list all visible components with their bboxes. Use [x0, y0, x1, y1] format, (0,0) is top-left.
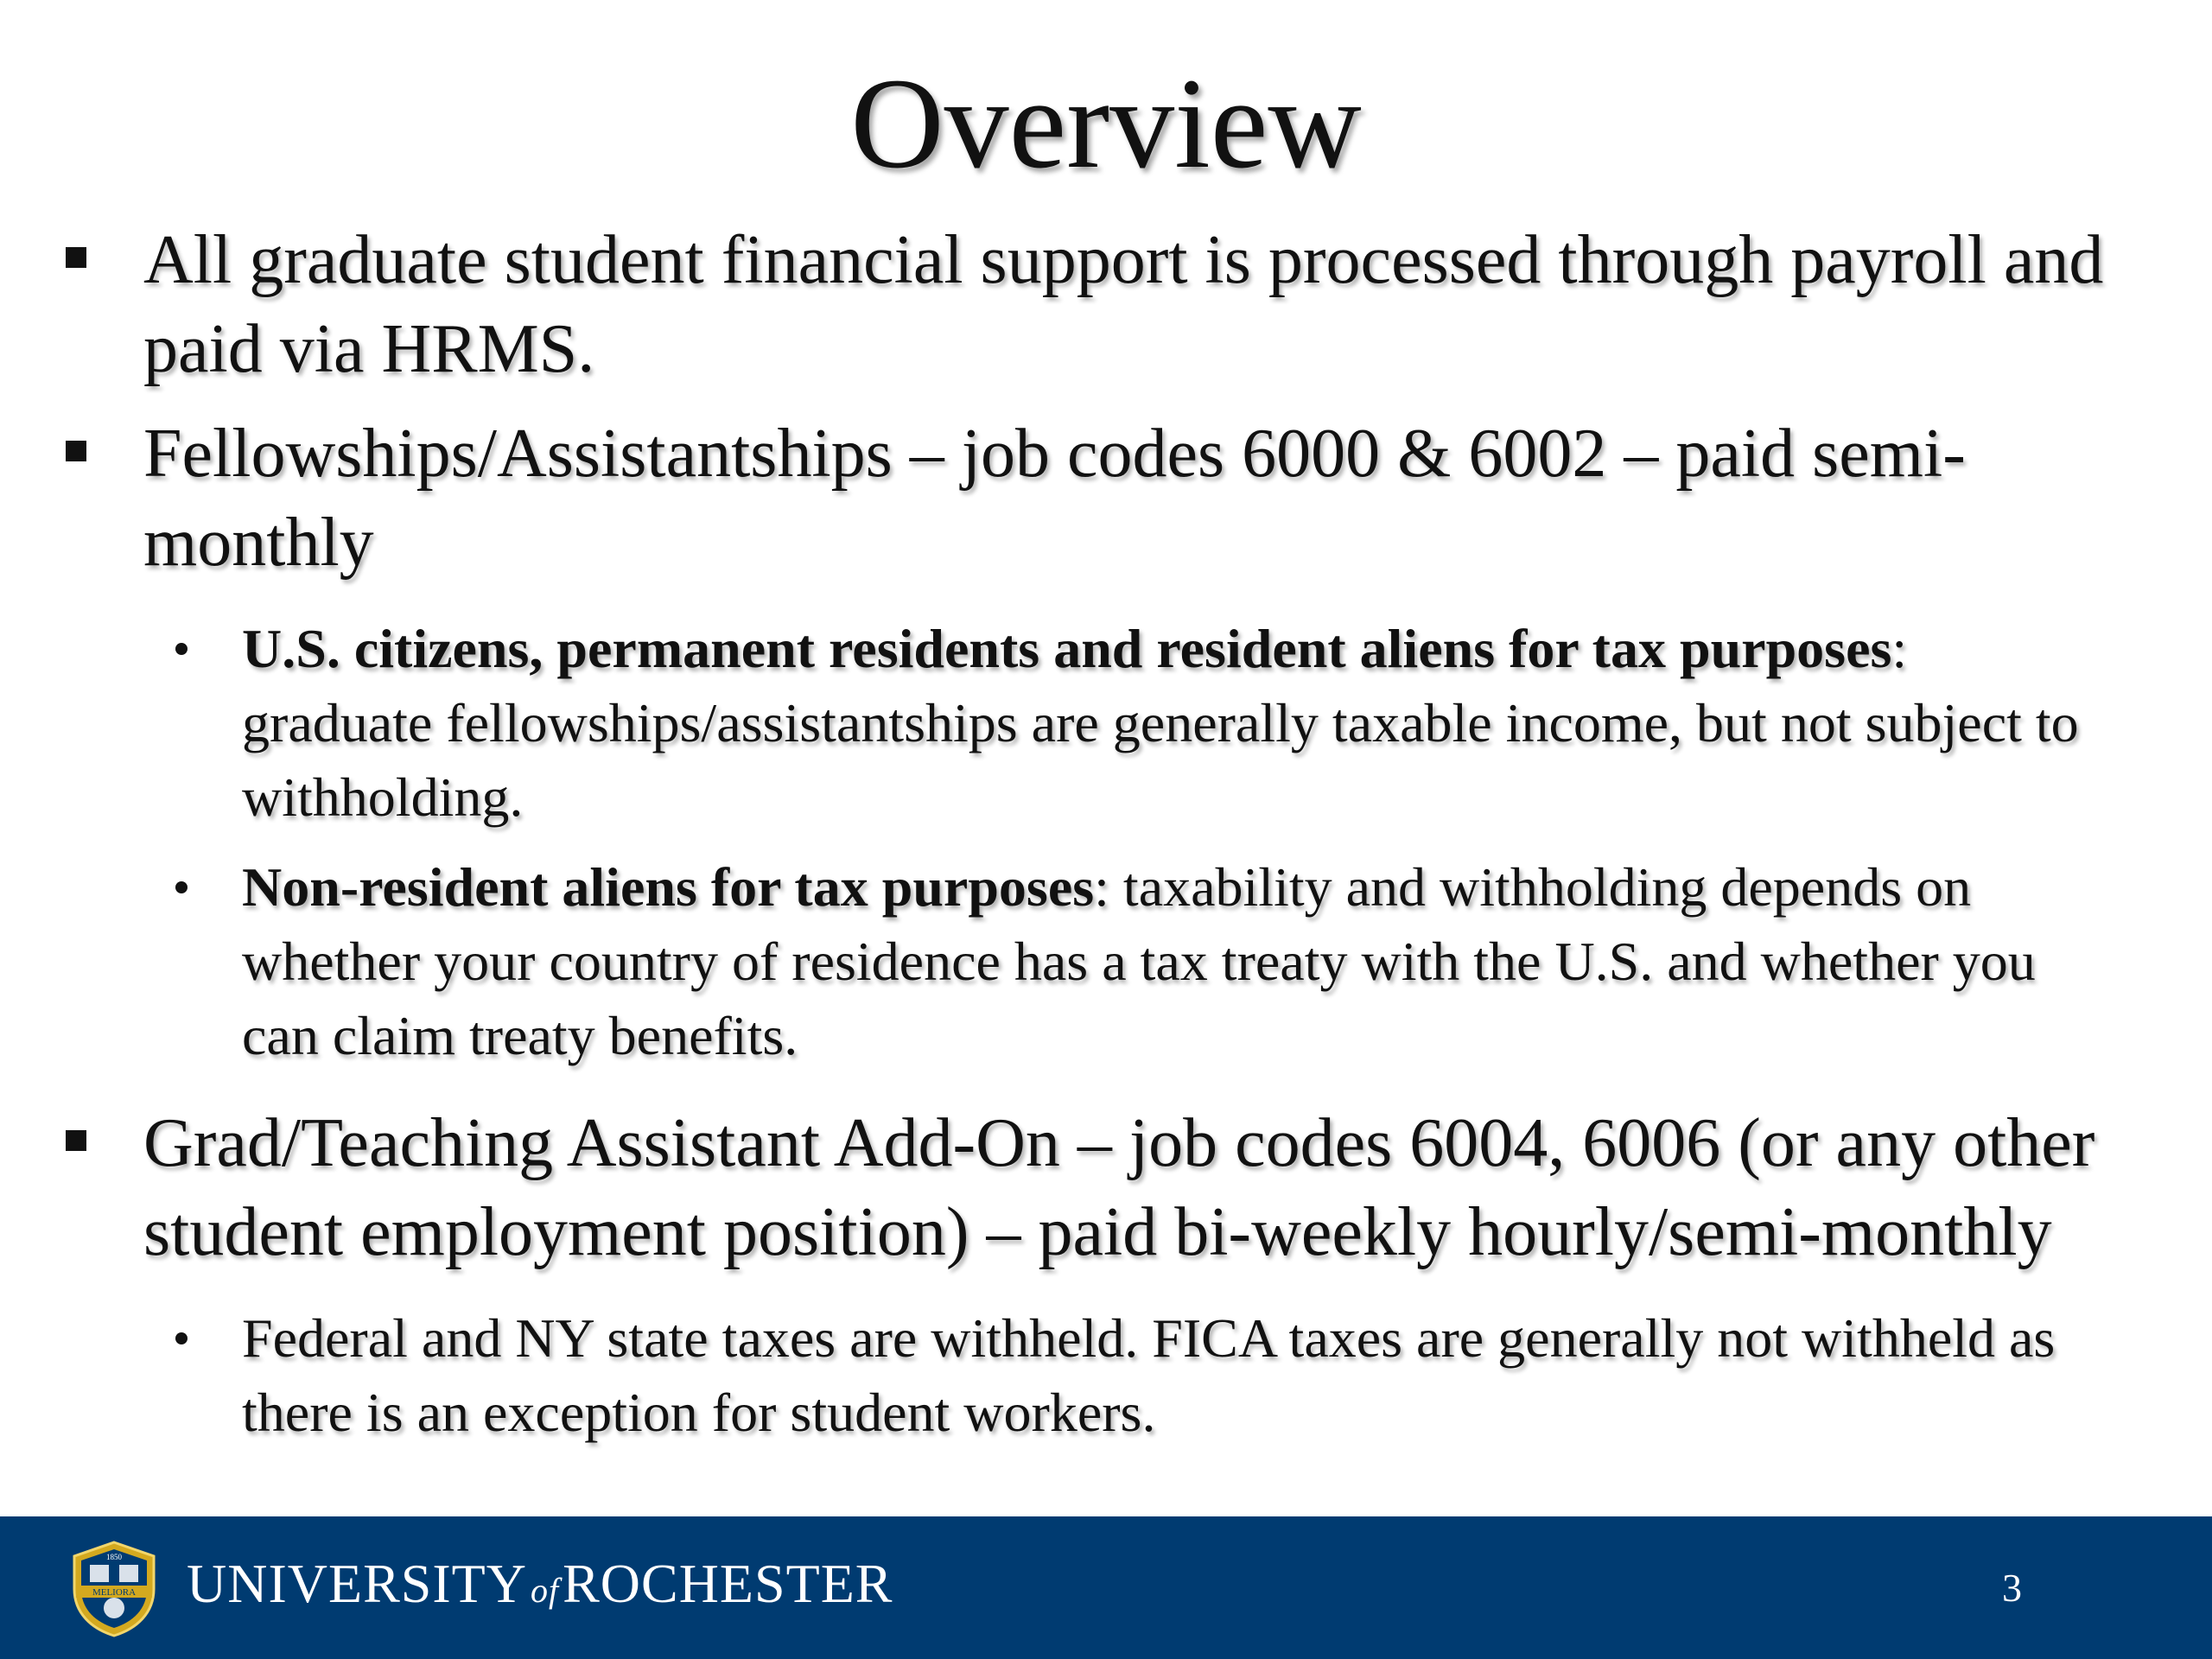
bullet-text: Grad/Teaching Assistant Add-On – job codes 6004, 6006 (or any other student employment position) – paid bi-weekly hourly/semi-monthly [143, 1105, 2095, 1270]
sub-bullet-item [0, 612, 2100, 835]
sub-bullet-item [0, 850, 2100, 1073]
slide-title: Overview [850, 52, 1362, 195]
square-bullet-icon [66, 247, 86, 268]
round-bullet-icon [175, 881, 188, 893]
bullet-item [0, 1099, 2122, 1277]
square-bullet-icon [66, 1130, 86, 1151]
university-logo-text [187, 1549, 893, 1625]
university-seal-icon [64, 1539, 164, 1639]
logo-word-university: UNIVERSITY [187, 1553, 527, 1614]
footer-bar [0, 1516, 2212, 1659]
round-bullet-icon [175, 643, 188, 655]
round-bullet-icon [175, 1332, 188, 1344]
sub-bullet-bold-text: Non-resident aliens for tax purposes [242, 856, 1095, 918]
slide-content [0, 216, 2212, 1465]
sub-bullet-text: : graduate fellowships/assistantships are generally taxable income, but not subject to withholding. [242, 618, 2079, 828]
seal-year: 1850 [106, 1553, 122, 1561]
sub-bullet-text: : taxability and withholding depends on whether your country of residence has a tax treaty with the U.S. and whether you can claim treaty benefits. [242, 856, 2036, 1066]
bullet-item [0, 216, 2122, 394]
sub-bullet-bold-text: U.S. citizens, permanent residents and resident aliens for tax purposes [242, 618, 1892, 679]
logo-word-of: of [530, 1571, 560, 1610]
bullet-text: All graduate student financial support is processed through payroll and paid via HRMS. [143, 222, 2104, 387]
bullet-item [0, 410, 2122, 588]
seal-motto: MELIORA [92, 1587, 137, 1598]
logo-word-rochester: ROCHESTER [563, 1553, 893, 1614]
sub-bullet-text: Federal and NY state taxes are withheld. FICA taxes are generally not withheld as there is an exception for student workers. [242, 1307, 2056, 1443]
square-bullet-icon [66, 441, 86, 461]
sub-bullet-item [0, 1301, 2100, 1450]
bullet-text: Fellowships/Assistantships – job codes 6000 & 6002 – paid semi-monthly [143, 416, 1966, 581]
page-number: 3 [2002, 1566, 2022, 1610]
